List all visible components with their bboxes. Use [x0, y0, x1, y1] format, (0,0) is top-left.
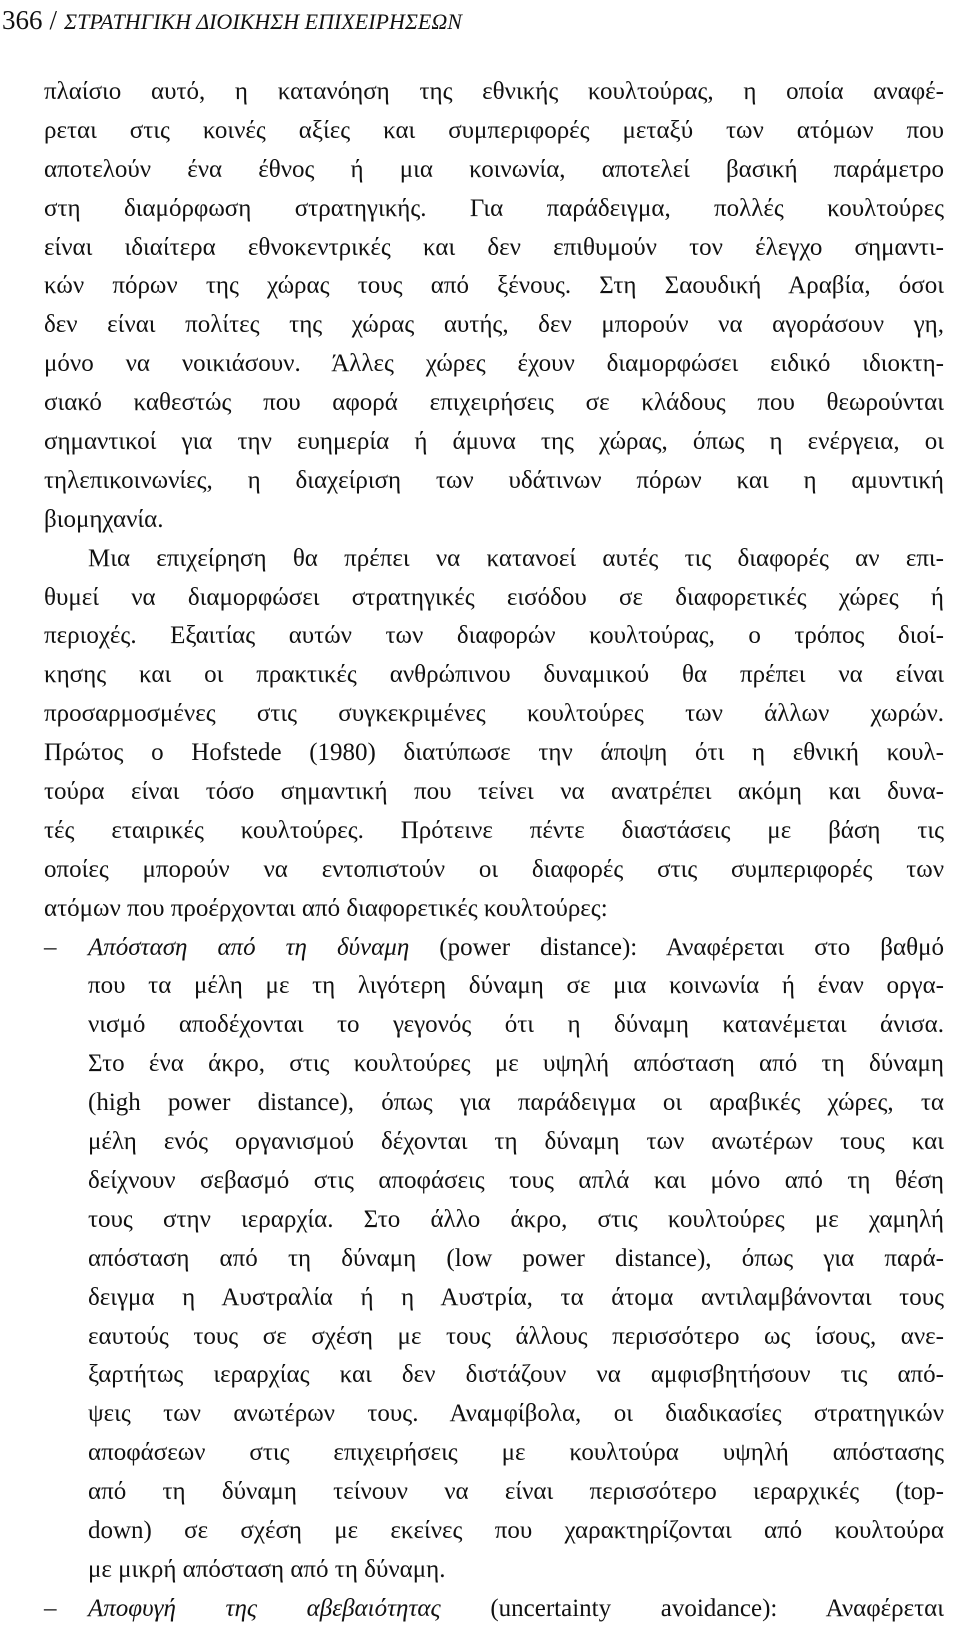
text-line: κησης και οι πρακτικές ανθρώπινου δυναμικού θα πρέπει να είναι	[44, 661, 944, 689]
text-line: πλαίσιο αυτό, η κατανόηση της εθνικής κουλτούρας, η οποία αναφέ-	[44, 78, 944, 105]
body-text	[44, 73, 944, 1629]
list-item-term: Απόσταση από τη δύναμη	[88, 933, 410, 961]
text-line: Στο ένα άκρο, στις κουλτούρες με υψηλή απόσταση από τη δύναμη	[88, 1050, 944, 1078]
text-line: (high power distance), όπως για παράδειγμα οι αραβικές χώρες, τα	[88, 1089, 944, 1117]
text-line: μέλη ενός οργανισμού δέχονται τη δύναμη των ανωτέρων τους και	[88, 1128, 944, 1156]
list-item-uncertainty-avoidance	[44, 1590, 944, 1629]
list-item-text: (power distance): Αναφέρεται στο βαθμό	[409, 933, 944, 961]
text-line: ρεται στις κοινές αξίες και συμπεριφορές μεταξύ των ατόμων που	[44, 116, 944, 144]
list-item-term: Αποφυγή της αβεβαιότητας	[88, 1594, 441, 1622]
text-line: αποτελούν ένα έθνος ή μια κοινωνία, αποτελεί βασική παράμετρο	[44, 155, 944, 183]
text-line: νισμό αποδέχονται το γεγονός ότι η δύναμη κατανέμεται άνισα.	[88, 1011, 944, 1039]
text-line: σιακό καθεστώς που αφορά επιχειρήσεις σε κλάδους που θεωρούνται	[44, 389, 944, 417]
text-line: οποίες μπορούν να εντοπιστούν οι διαφορές στις συμπεριφορές των	[44, 855, 944, 883]
text-line: σημαντικοί για την ευημερία ή άμυνα της χώρας, όπως η ενέργεια, οι	[44, 428, 944, 456]
text-line: αποφάσεων στις επιχειρήσεις με κουλτούρα υψηλή απόστασης	[88, 1439, 944, 1467]
text-line: απόσταση από τη δύναμη (low power distance), όπως για παρά-	[88, 1244, 944, 1272]
text-line: ψεις των ανωτέρων τους. Αναμφίβολα, οι διαδικασίες στρατηγικών	[88, 1400, 944, 1428]
text-line: τές εταιρικές κουλτούρες. Πρότεινε πέντε διαστάσεις με βάση τις	[44, 816, 944, 844]
text-line: με μικρή απόσταση από τη δύναμη.	[88, 1555, 446, 1583]
text-line: προσαρμοσμένες στις συγκεκριμένες κουλτούρες των άλλων χωρών.	[44, 700, 944, 728]
text-line: που τα μέλη με τη λιγότερη δύναμη σε μια κοινωνία ή έναν οργα-	[88, 972, 944, 1000]
text-line: από τη δύναμη τείνουν να είναι περισσότερο ιεραρχικές (top-	[88, 1478, 944, 1506]
list-dash: –	[44, 1594, 57, 1622]
text-line: θυμεί να διαμορφώσει στρατηγικές εισόδου σε διαφορετικές χώρες ή	[44, 583, 944, 611]
text-line: είναι ιδιαίτερα εθνοκεντρικές και δεν επιθυμούν τον έλεγχο σημαντι-	[44, 233, 944, 261]
list-item-power-distance	[44, 929, 944, 968]
text-line: δείχνουν σεβασμό στις αποφάσεις τους απλά και μόνο από τη θέση	[88, 1166, 944, 1194]
text-line: ξαρτήτως ιεραρχίας και δεν διστάζουν να αμφισβητήσουν τις από-	[88, 1361, 944, 1389]
text-line: στη διαμόρφωση στρατηγικής. Για παράδειγμα, πολλές κουλτούρες	[44, 194, 944, 222]
text-line: down) σε σχέση με εκείνες που χαρακτηρίζονται από κουλτούρα	[88, 1516, 944, 1544]
text-line: δεν είναι πολίτες της χώρας αυτής, δεν μπορούν να αγοράσουν γη,	[44, 311, 944, 339]
text-line: μόνο να νοικιάσουν. Άλλες χώρες έχουν διαμορφώσει ειδικό ιδιοκτη-	[44, 350, 944, 378]
text-line: βιομηχανία.	[44, 505, 164, 533]
text-line: τηλεπικοινωνίες, η διαχείριση των υδάτινων πόρων και η αμυντική	[44, 466, 944, 494]
list-item-text: (uncertainty avoidance): Αναφέρεται	[440, 1594, 945, 1622]
list-dash: –	[44, 933, 57, 961]
text-line: περιοχές. Εξαιτίας αυτών των διαφορών κουλτούρας, ο τρόπος διοί-	[44, 622, 944, 650]
text-line: Μια επιχείρηση θα πρέπει να κατανοεί αυτές τις διαφορές αν επι-	[88, 544, 944, 572]
text-line: ατόμων που προέρχονται από διαφορετικές κουλτούρες:	[44, 894, 608, 922]
header-separator: /	[49, 5, 58, 35]
page-number: 366	[2, 5, 43, 35]
text-line: Πρώτος ο Hofstede (1980) διατύπωσε την άποψη ότι η εθνική κουλ-	[44, 739, 944, 767]
text-line: τους στην ιεραρχία. Στο άλλο άκρο, στις κουλτούρες με χαμηλή	[88, 1205, 944, 1233]
text-line: κών πόρων της χώρας τους από ξένους. Στη Σαουδική Αραβία, όσοι	[44, 272, 944, 300]
running-header	[2, 2, 462, 40]
text-line: εαυτούς τους σε σχέση με τους άλλους περισσότερο ως ίσους, ανε-	[88, 1322, 944, 1350]
text-line: δειγμα η Αυστραλία ή η Αυστρία, τα άτομα αντιλαμβάνονται τους	[88, 1283, 944, 1311]
running-title: ΣΤΡΑΤΗΓΙΚΗ ΔΙΟΙΚΗΣΗ ΕΠΙΧΕΙΡΗΣΕΩΝ	[64, 9, 462, 34]
text-line: τούρα είναι τόσο σημαντική που τείνει να ανατρέπει ακόμη και δυνα-	[44, 778, 944, 806]
